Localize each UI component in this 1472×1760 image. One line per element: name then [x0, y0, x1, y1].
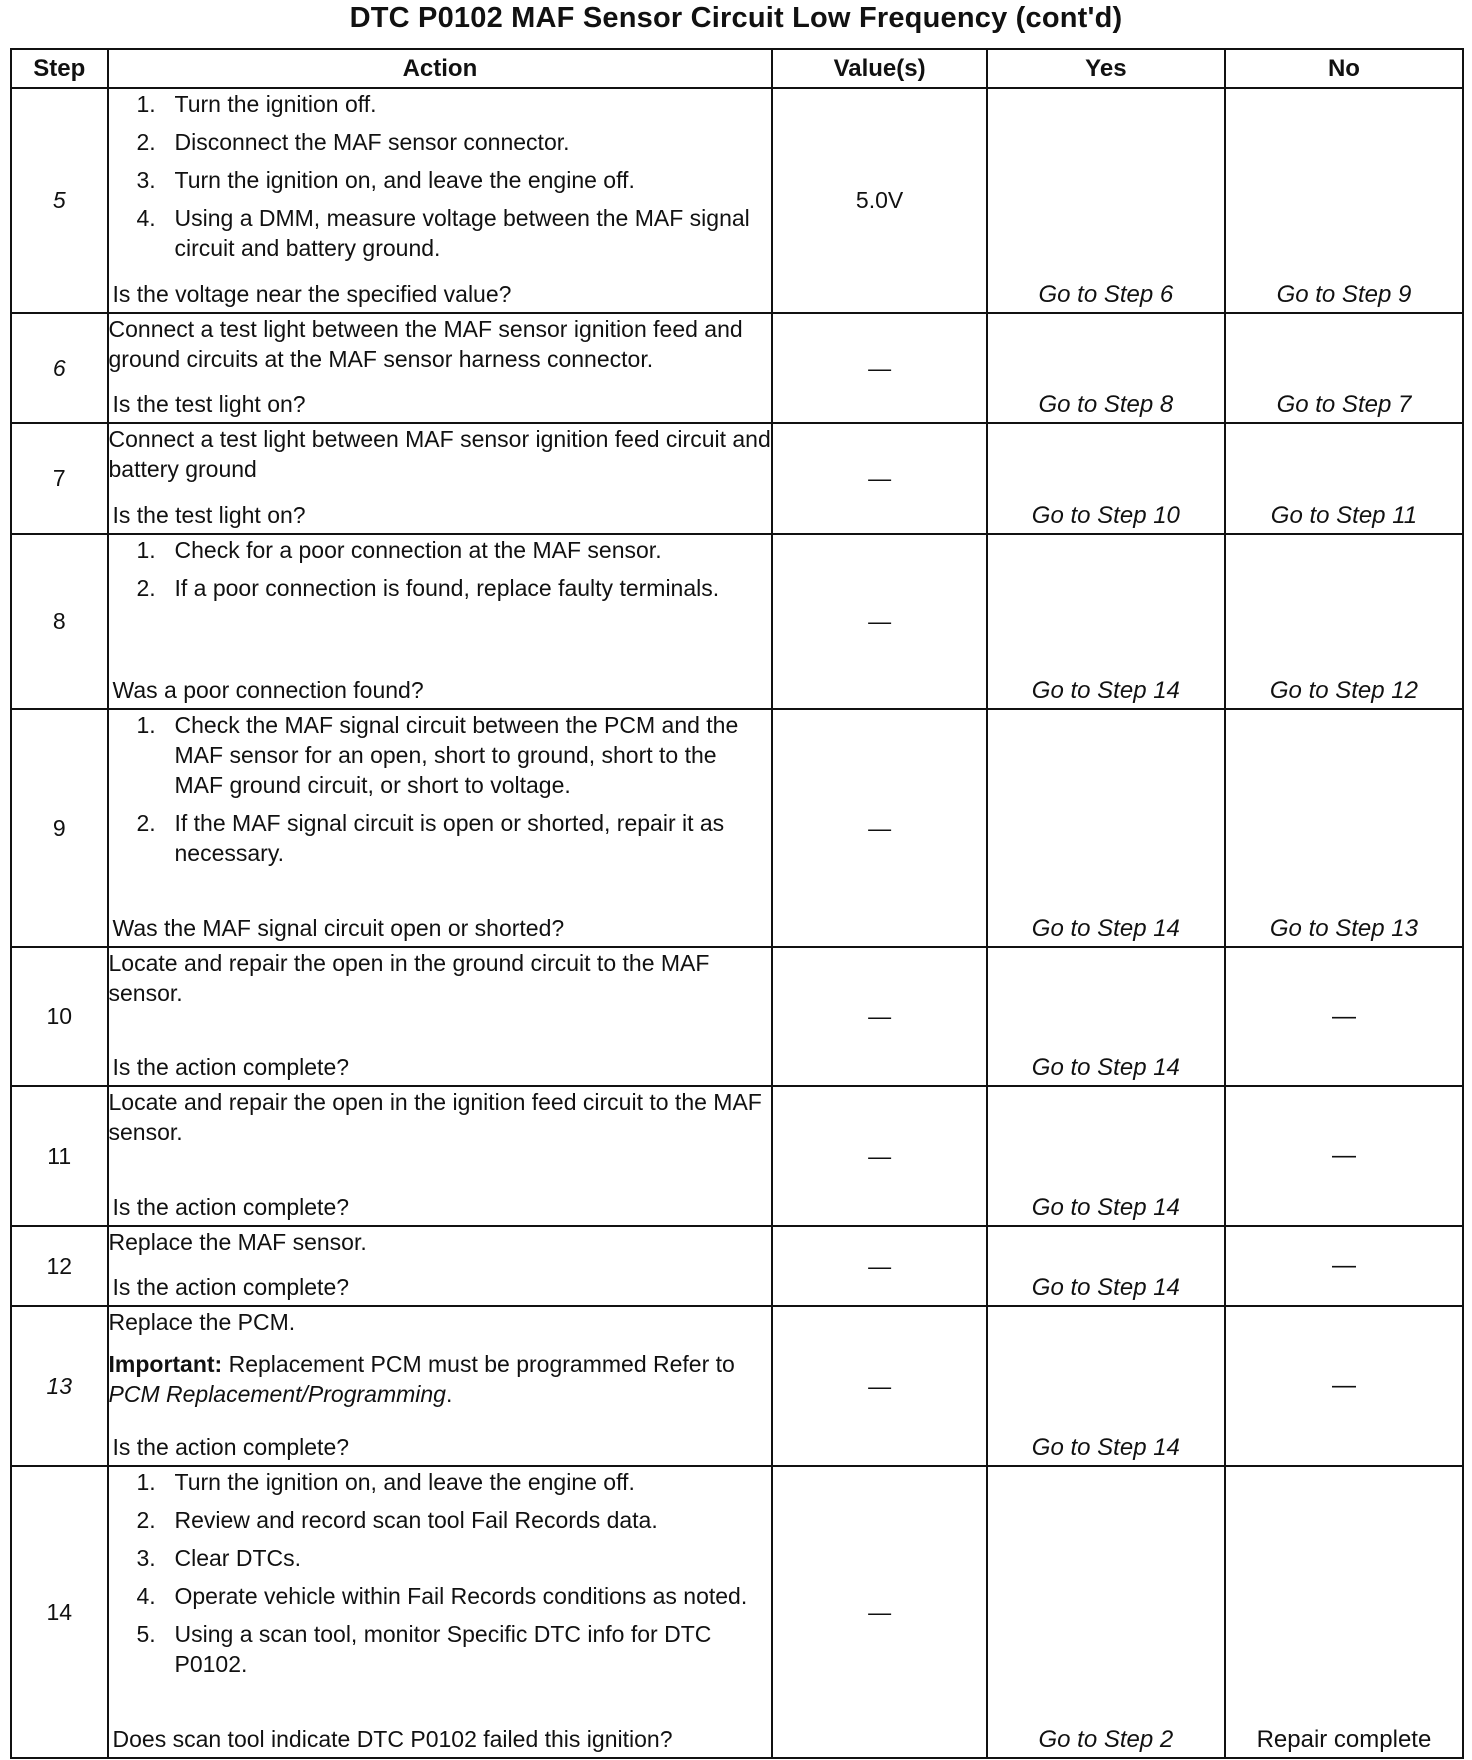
no-result: Go to Step 12 [1269, 677, 1418, 704]
no-cell [1225, 1466, 1463, 1758]
action-text: Connect a test light between the MAF sensor ignition feed and ground circuits at the MAF sensor harness connector. [108, 316, 743, 372]
value-cell: — [772, 1086, 986, 1226]
action-question: Is the action complete? [112, 1054, 350, 1080]
action-cell [108, 313, 773, 423]
action-cell [108, 423, 773, 534]
action-cell [108, 947, 773, 1086]
table-row-step-13 [11, 1306, 1463, 1466]
action-item: 3. Turn the ignition on, and leave the engine off. [136, 167, 635, 193]
no-result: Go to Step 13 [1269, 915, 1418, 942]
action-cell [108, 1086, 773, 1226]
no-cell [1225, 534, 1463, 709]
header-step: Step [11, 49, 108, 88]
action-item: 1. Turn the ignition off. [136, 91, 377, 117]
action-cell [108, 709, 773, 947]
action-question: Was a poor connection found? [112, 677, 424, 703]
step-number: 7 [11, 423, 108, 534]
yes-cell [987, 1466, 1225, 1758]
header-no: No [1225, 49, 1463, 88]
no-cell [1225, 1306, 1463, 1466]
no-result: — [1331, 1372, 1356, 1399]
no-cell [1225, 423, 1463, 534]
yes-cell [987, 947, 1225, 1086]
step-number: 13 [11, 1306, 108, 1466]
yes-result: Go to Step 14 [1031, 1194, 1180, 1221]
action-question: Is the action complete? [112, 1434, 350, 1460]
yes-cell [987, 709, 1225, 947]
action-question: Is the action complete? [112, 1274, 350, 1300]
yes-cell [987, 313, 1225, 423]
action-cell [108, 1466, 773, 1758]
action-text: Locate and repair the open in the ignition feed circuit to the MAF sensor. [108, 1089, 762, 1145]
yes-result: Go to Step 14 [1031, 915, 1180, 942]
action-question: Is the test light on? [112, 502, 306, 528]
table-row-step-6 [11, 313, 1463, 423]
yes-result: Go to Step 14 [1031, 677, 1180, 704]
yes-cell [987, 423, 1225, 534]
no-cell [1225, 313, 1463, 423]
action-item: 3. Clear DTCs. [136, 1545, 302, 1571]
diagnostic-table [10, 48, 1464, 1759]
step-number: 12 [11, 1226, 108, 1306]
yes-cell [987, 1086, 1225, 1226]
step-number: 14 [11, 1466, 108, 1758]
yes-result: Go to Step 6 [1038, 281, 1174, 308]
important-note: Important: Replacement PCM must be programmed Refer to PCM Replacement/Programming. [108, 1351, 735, 1407]
action-question: Is the test light on? [112, 391, 306, 417]
value-cell: — [772, 1306, 986, 1466]
yes-cell [987, 88, 1225, 313]
no-cell [1225, 88, 1463, 313]
value-cell: — [772, 423, 986, 534]
action-text: Locate and repair the open in the ground circuit to the MAF sensor. [108, 950, 710, 1006]
no-cell [1225, 947, 1463, 1086]
action-item: 5. Using a scan tool, monitor Specific DTC info for DTC P0102. [136, 1621, 712, 1677]
value-cell: — [772, 947, 986, 1086]
table-row-step-11 [11, 1086, 1463, 1226]
action-question: Is the action complete? [112, 1194, 350, 1220]
no-result: Go to Step 7 [1276, 391, 1412, 418]
value-cell: — [772, 1226, 986, 1306]
table-row-step-8 [11, 534, 1463, 709]
yes-result: Go to Step 14 [1031, 1434, 1180, 1461]
action-item: 4. Operate vehicle within Fail Records conditions as noted. [136, 1583, 748, 1609]
no-result: — [1331, 1252, 1356, 1279]
yes-result: Go to Step 10 [1031, 502, 1180, 529]
table-row-step-12 [11, 1226, 1463, 1306]
action-question: Is the voltage near the specified value? [112, 281, 512, 307]
yes-result: Go to Step 2 [1038, 1726, 1174, 1753]
action-question: Was the MAF signal circuit open or shorted? [112, 915, 565, 941]
no-result: Go to Step 11 [1270, 502, 1418, 529]
value-cell: — [772, 709, 986, 947]
page-title: DTC P0102 MAF Sensor Circuit Low Frequency (cont'd) [349, 2, 1123, 34]
header-yes: Yes [987, 49, 1225, 88]
value-cell: 5.0V [772, 88, 986, 313]
yes-result: Go to Step 8 [1038, 391, 1174, 418]
step-number: 6 [11, 313, 108, 423]
header-values: Value(s) [772, 49, 986, 88]
table-row-step-5 [11, 88, 1463, 313]
yes-cell [987, 534, 1225, 709]
step-number: 9 [11, 709, 108, 947]
action-item: 1. Turn the ignition on, and leave the engine off. [136, 1469, 635, 1495]
no-result: — [1331, 1002, 1356, 1030]
table-row-step-7 [11, 423, 1463, 534]
action-item: 2. Review and record scan tool Fail Records data. [136, 1507, 658, 1533]
table-row-step-14 [11, 1466, 1463, 1758]
action-cell [108, 1306, 773, 1466]
action-cell [108, 534, 773, 709]
action-cell [108, 88, 773, 313]
step-number: 5 [11, 88, 108, 313]
value-cell: — [772, 1466, 986, 1758]
action-question: Does scan tool indicate DTC P0102 failed this ignition? [112, 1726, 673, 1752]
yes-cell [987, 1306, 1225, 1466]
action-item: 1. Check the MAF signal circuit between the PCM and the MAF sensor for an open, short to ground, short to the MAF ground circuit, or short to voltage. [136, 712, 739, 798]
reference-link[interactable]: PCM Replacement/Programming [108, 1381, 446, 1407]
action-item: 1. Check for a poor connection at the MAF sensor. [136, 537, 662, 563]
no-result: — [1331, 1142, 1356, 1169]
yes-result: Go to Step 14 [1031, 1054, 1180, 1081]
action-text: Replace the PCM. [108, 1309, 296, 1335]
no-result: Go to Step 9 [1276, 281, 1412, 308]
no-cell [1225, 709, 1463, 947]
action-item: 2. If a poor connection is found, replace faulty terminals. [136, 575, 720, 601]
value-cell: — [772, 534, 986, 709]
table-header-row [11, 49, 1463, 88]
action-item: 2. Disconnect the MAF sensor connector. [136, 129, 570, 155]
no-cell [1225, 1226, 1463, 1306]
action-text: Connect a test light between MAF sensor ignition feed circuit and battery ground [108, 426, 771, 482]
table-row-step-9 [11, 709, 1463, 947]
step-number: 11 [11, 1086, 108, 1226]
no-cell [1225, 1086, 1463, 1226]
action-cell [108, 1226, 773, 1306]
important-label: Important: [108, 1351, 223, 1377]
action-text: Replace the MAF sensor. [108, 1229, 367, 1255]
yes-result: Go to Step 14 [1031, 1274, 1180, 1301]
step-number: 8 [11, 534, 108, 709]
yes-cell [987, 1226, 1225, 1306]
action-item: 4. Using a DMM, measure voltage between the MAF signal circuit and battery ground. [136, 205, 750, 261]
value-cell: — [772, 313, 986, 423]
header-action: Action [108, 49, 773, 88]
step-number: 10 [11, 947, 108, 1086]
table-row-step-10 [11, 947, 1463, 1086]
action-item: 2. If the MAF signal circuit is open or shorted, repair it as necessary. [136, 810, 725, 866]
no-result: Repair complete [1256, 1726, 1432, 1753]
